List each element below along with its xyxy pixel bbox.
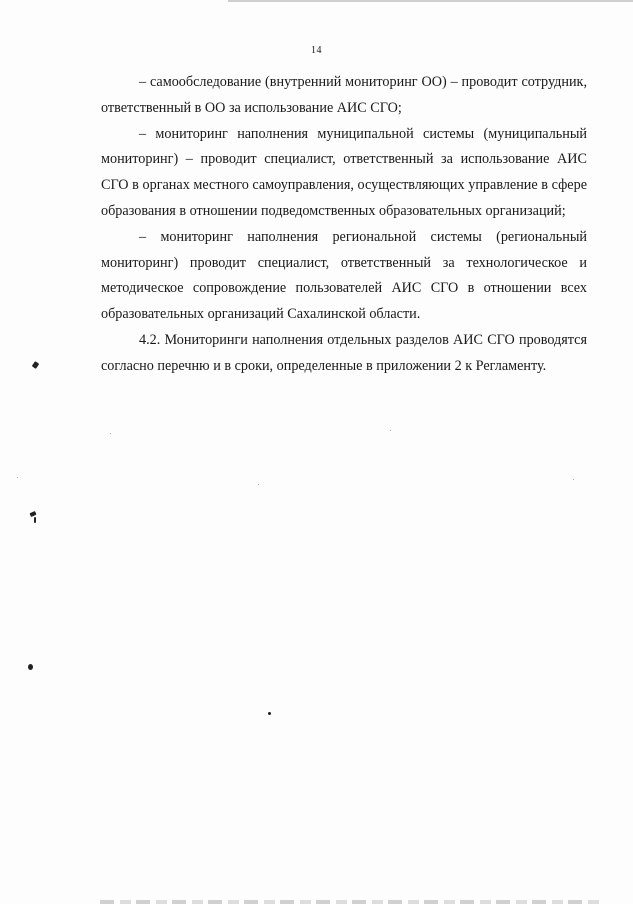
scan-speck [110,433,111,434]
scan-mark [268,712,271,715]
scan-bottom-edge [100,900,600,904]
scan-mark [28,664,33,670]
scan-speck [573,479,574,480]
paragraph-self-assessment: – самообследование (внутренний мониторинг ОО) – проводит сотрудник, ответственный в ОО за использование АИС СГО; [101,74,587,116]
document-body [101,70,587,380]
scan-speck [390,430,391,431]
paragraph-municipal-monitoring: – мониторинг наполнения муниципальной системы (муниципальный мониторинг) – проводит специалист, ответственный за использование АИС СГО в органах местного самоуправления, осуществляющих управление в сфере образования в отношении подведомственных образовательных организаций; [101,125,587,219]
scan-mark [34,517,36,523]
scan-edge-line [228,0,633,2]
scan-speck [258,484,259,485]
paragraph-regional-monitoring: – мониторинг наполнения региональной системы (региональный мониторинг) проводит специалист, ответственный за технологическое и методическое сопровождение пользователей АИС СГО в отношении всех образовательных организаций Сахалинской области. [101,228,587,323]
scan-speck [17,477,18,478]
scan-mark [32,361,40,369]
page-number: 14 [311,45,322,56]
paragraph-4-2: 4.2. Мониторинги наполнения отдельных разделов АИС СГО проводятся согласно перечню и в сроки, определенные в приложении 2 к Регламенту. [101,331,587,374]
